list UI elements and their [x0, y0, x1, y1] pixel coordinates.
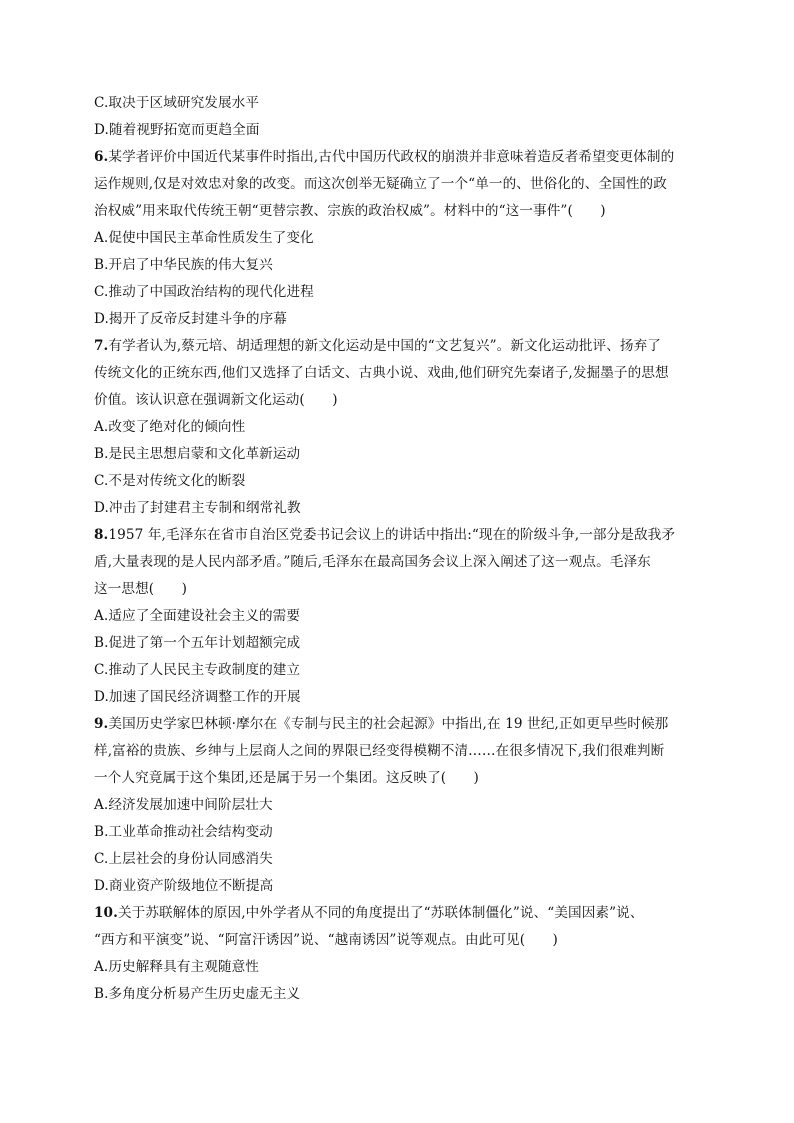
answer-option: B.是民主思想启蒙和文化革新运动 — [94, 446, 301, 462]
question-first-line — [94, 522, 704, 549]
answer-option: B.多角度分析易产生历史虚无主义 — [94, 986, 301, 1002]
question-number: 8. — [94, 527, 109, 543]
question-text-line: “西方和平演变”说、“阿富汗诱因”说、“越南诱因”说等观点。由此可见( ) — [94, 932, 558, 948]
answer-option: C.推动了人民民主专政制度的建立 — [94, 662, 301, 678]
question-first-line — [94, 333, 704, 360]
question-text-line: 样,富裕的贵族、乡绅与上层商人之间的界限已经变得模糊不清……在很多情况下,我们很难判断 — [94, 743, 665, 759]
answer-option: C.取决于区域研究发展水平 — [94, 95, 260, 111]
answer-option: D.冲击了封建君主专制和纲常礼教 — [94, 500, 301, 516]
question-text: 关于苏联解体的原因,中外学者从不同的角度提出了“苏联体制僵化”说、“美国因素”说、 — [117, 905, 644, 921]
question-number: 9. — [94, 716, 109, 732]
answer-option: B.促进了第一个五年计划超额完成 — [94, 635, 301, 651]
answer-option: A.促使中国民主革命性质发生了变化 — [94, 230, 314, 246]
answer-option: D.随着视野拓宽而更趋全面 — [94, 122, 260, 138]
answer-option: D.商业资产阶级地位不断提高 — [94, 878, 274, 894]
exam-page — [94, 90, 704, 1008]
question-text: 某学者评价中国近代某事件时指出,古代中国历代政权的崩溃并非意味着造反者希望变更体制的 — [108, 149, 675, 165]
question-text-line: 运作规则,仅是对效忠对象的改变。而这次创举无疑确立了一个“单一的、世俗化的、全国性的政 — [94, 176, 667, 192]
question-text-line: 治权威”用来取代传统王朝“更替宗教、宗族的政治权威”。材料中的“这一事件”( ) — [94, 203, 606, 219]
question-number: 10. — [94, 905, 118, 921]
question-text-line: 这一思想( ) — [94, 581, 187, 597]
answer-option: A.改变了绝对化的倾向性 — [94, 419, 246, 435]
answer-option: D.揭开了反帝反封建斗争的序幕 — [94, 311, 287, 327]
question-text-line: 价值。该认识意在强调新文化运动( ) — [94, 392, 338, 408]
answer-option: C.不是对传统文化的断裂 — [94, 473, 246, 489]
question-first-line — [94, 900, 704, 927]
question-first-line — [94, 144, 704, 171]
question-text: 1957 年,毛泽东在省市自治区党委书记会议上的讲话中指出:“现在的阶级斗争,一部分是敌我矛 — [108, 527, 676, 543]
question-text: 有学者认为,蔡元培、胡适理想的新文化运动是中国的“文艺复兴”。新文化运动批评、扬弃了 — [108, 338, 661, 354]
question-number: 6. — [94, 149, 109, 165]
answer-option: A.适应了全面建设社会主义的需要 — [94, 608, 301, 624]
question-text: 美国历史学家巴林顿·摩尔在《专制与民主的社会起源》中指出,在 19 世纪,正如更早些时候那 — [108, 716, 669, 732]
question-first-line — [94, 711, 704, 738]
answer-option: C.推动了中国政治结构的现代化进程 — [94, 284, 314, 300]
answer-option: B.开启了中华民族的伟大复兴 — [94, 257, 273, 273]
question-text-line: 盾,大量表现的是人民内部矛盾。”随后,毛泽东在最高国务会议上深入阐述了这一观点。毛泽东 — [94, 554, 651, 570]
question-number: 7. — [94, 338, 109, 354]
answer-option: B.工业革命推动社会结构变动 — [94, 824, 273, 840]
question-text-line: 一个人究竟属于这个集团,还是属于另一个集团。这反映了( ) — [94, 770, 479, 786]
answer-option: A.历史解释具有主观随意性 — [94, 959, 259, 975]
question-text-line: 传统文化的正统东西,他们又选择了白话文、古典小说、戏曲,他们研究先秦诸子,发掘墨子的思想 — [94, 365, 669, 381]
answer-option: D.加速了国民经济调整工作的开展 — [94, 689, 301, 705]
answer-option: A.经济发展加速中间阶层壮大 — [94, 797, 273, 813]
answer-option: C.上层社会的身份认同感消失 — [94, 851, 273, 867]
